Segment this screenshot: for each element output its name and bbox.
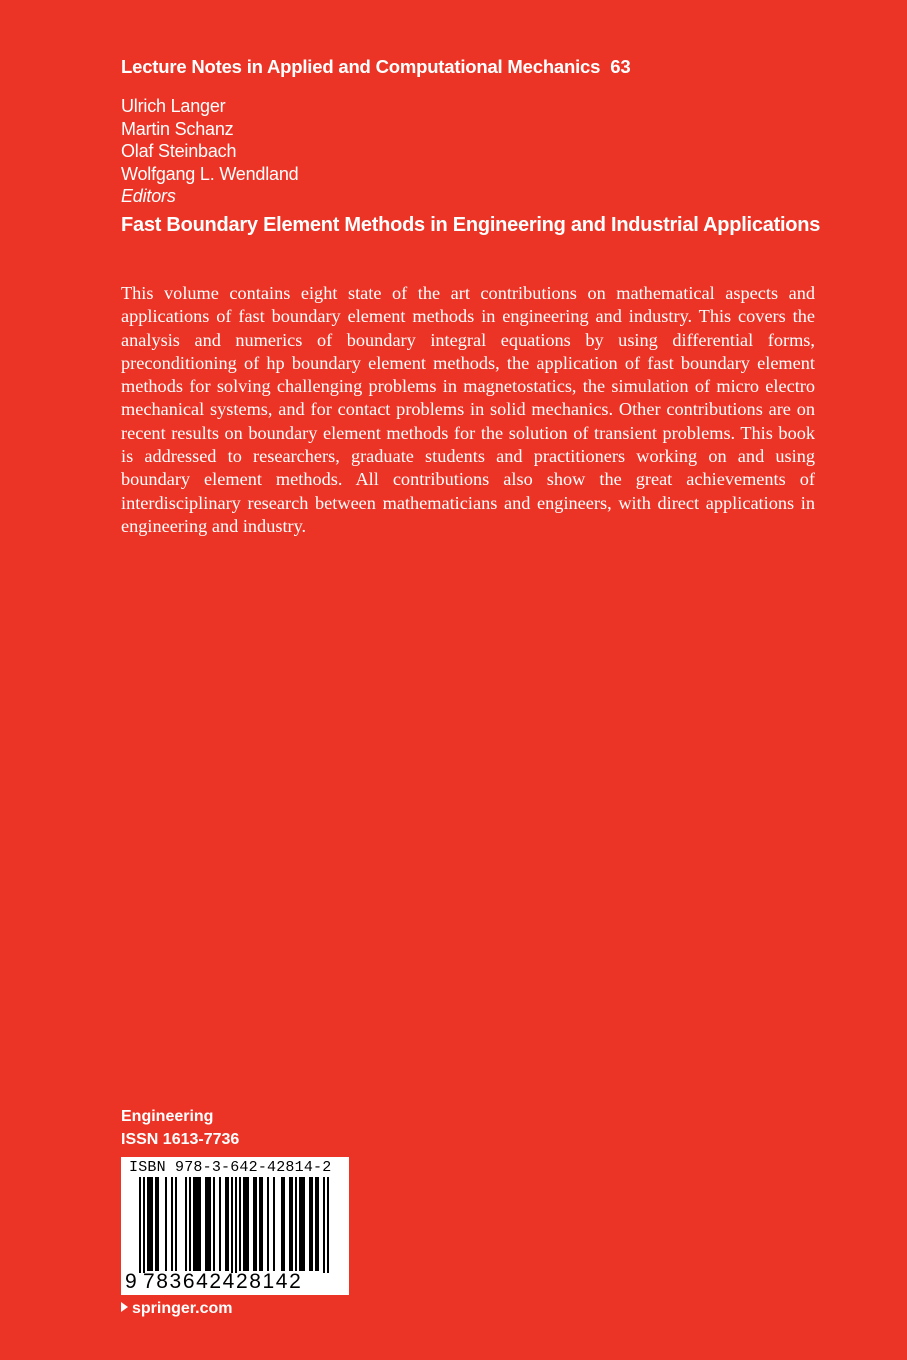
issn-label: ISSN 1613-7736 [121,1131,240,1148]
editors-block [121,95,298,208]
barcode-bar [327,1177,329,1273]
barcode-bar [295,1177,297,1271]
barcode-bar [139,1177,141,1273]
barcode-bar [171,1177,173,1271]
barcode-bar [245,1177,247,1271]
barcode-bar [309,1177,311,1271]
abstract-text: This volume contains eight state of the art contributions on mathematical aspects and applications of fast boundary element methods in engineering and industry. This covers the analysis and numerics of boundary integral equations by using differential forms, preconditioning of hp boundary element methods, the application of fast boundary element methods for solving challenging problems in magnetostatics, the simulation of micro electro mechanical systems, and for contact problems in solid mechanics. Other contributions are on recent results on boundary element methods for the solution of transient problems. This book is addressed to researchers, graduate students and practitioners working on and using boundary element methods. All contributions also show the great achievements of interdisciplinary research between mathematicians and engineers, with direct applications in engineering and industry. [121,283,815,536]
publisher-label: springer.com [132,1300,233,1317]
barcode-icon [121,1177,349,1273]
barcode-bar [323,1177,325,1273]
ean-digit-groups: 783642428142 [143,1270,303,1293]
barcode-bar [235,1177,237,1273]
barcode-bar [281,1177,283,1271]
barcode-bar [273,1177,275,1271]
barcode-bar [155,1177,157,1271]
barcode-bar [195,1177,197,1271]
barcode-bar [247,1177,249,1271]
barcode-bar [213,1177,215,1271]
barcode-bar [311,1177,313,1271]
barcode-bar [243,1177,245,1271]
barcode-box [121,1157,349,1295]
barcode-bar [165,1177,167,1271]
barcode-bar [283,1177,285,1271]
barcode-bar [143,1177,145,1273]
publisher-link[interactable] [121,1300,232,1318]
barcode-bar [261,1177,263,1271]
barcode-bar [253,1177,255,1271]
barcode-bar [267,1177,269,1271]
barcode-bar [255,1177,257,1271]
editors-role: Editors [121,186,176,206]
barcode-bar [199,1177,201,1271]
isbn-text: ISBN 978-3-642-42814-2 [129,1159,332,1176]
barcode-bar [219,1177,221,1271]
barcode-bar [259,1177,261,1271]
barcode-bar [299,1177,301,1271]
book-title: Fast Boundary Element Methods in Engineering and Industrial Applications [121,214,821,236]
editor-name: Ulrich Langer [121,96,226,116]
barcode-bar [317,1177,319,1271]
editor-name: Martin Schanz [121,118,234,139]
barcode-bar [315,1177,317,1271]
barcode-bar [225,1177,227,1271]
barcode-bar [289,1177,291,1271]
barcode-bar [291,1177,293,1271]
ean-first-digit: 9 [125,1270,137,1293]
barcode-bar [239,1177,241,1271]
barcode-bar [147,1177,149,1271]
series-line [121,56,630,78]
barcode-bar [193,1177,195,1271]
barcode-bar [149,1177,151,1271]
barcode-bar [227,1177,229,1271]
barcode-bar [303,1177,305,1271]
barcode-bar [157,1177,159,1271]
barcode-bar [231,1177,233,1273]
arrow-right-icon [121,1302,128,1312]
editor-name: Wolfgang L. Wendland [121,163,299,184]
series-number: 63 [610,56,631,77]
barcode-bar [197,1177,199,1271]
barcode-bar [175,1177,177,1271]
barcode-bar [301,1177,303,1271]
barcode-bar [185,1177,187,1271]
barcode-bar [189,1177,191,1271]
series-name: Lecture Notes in Applied and Computational Mechanics [121,56,601,77]
subject-block [121,1105,239,1151]
editor-name: Olaf Steinbach [121,141,237,161]
subject-label: Engineering [121,1108,214,1125]
barcode-bar [151,1177,153,1271]
barcode-bar [209,1177,211,1271]
barcode-bar [207,1177,209,1271]
barcode-bar [205,1177,207,1271]
